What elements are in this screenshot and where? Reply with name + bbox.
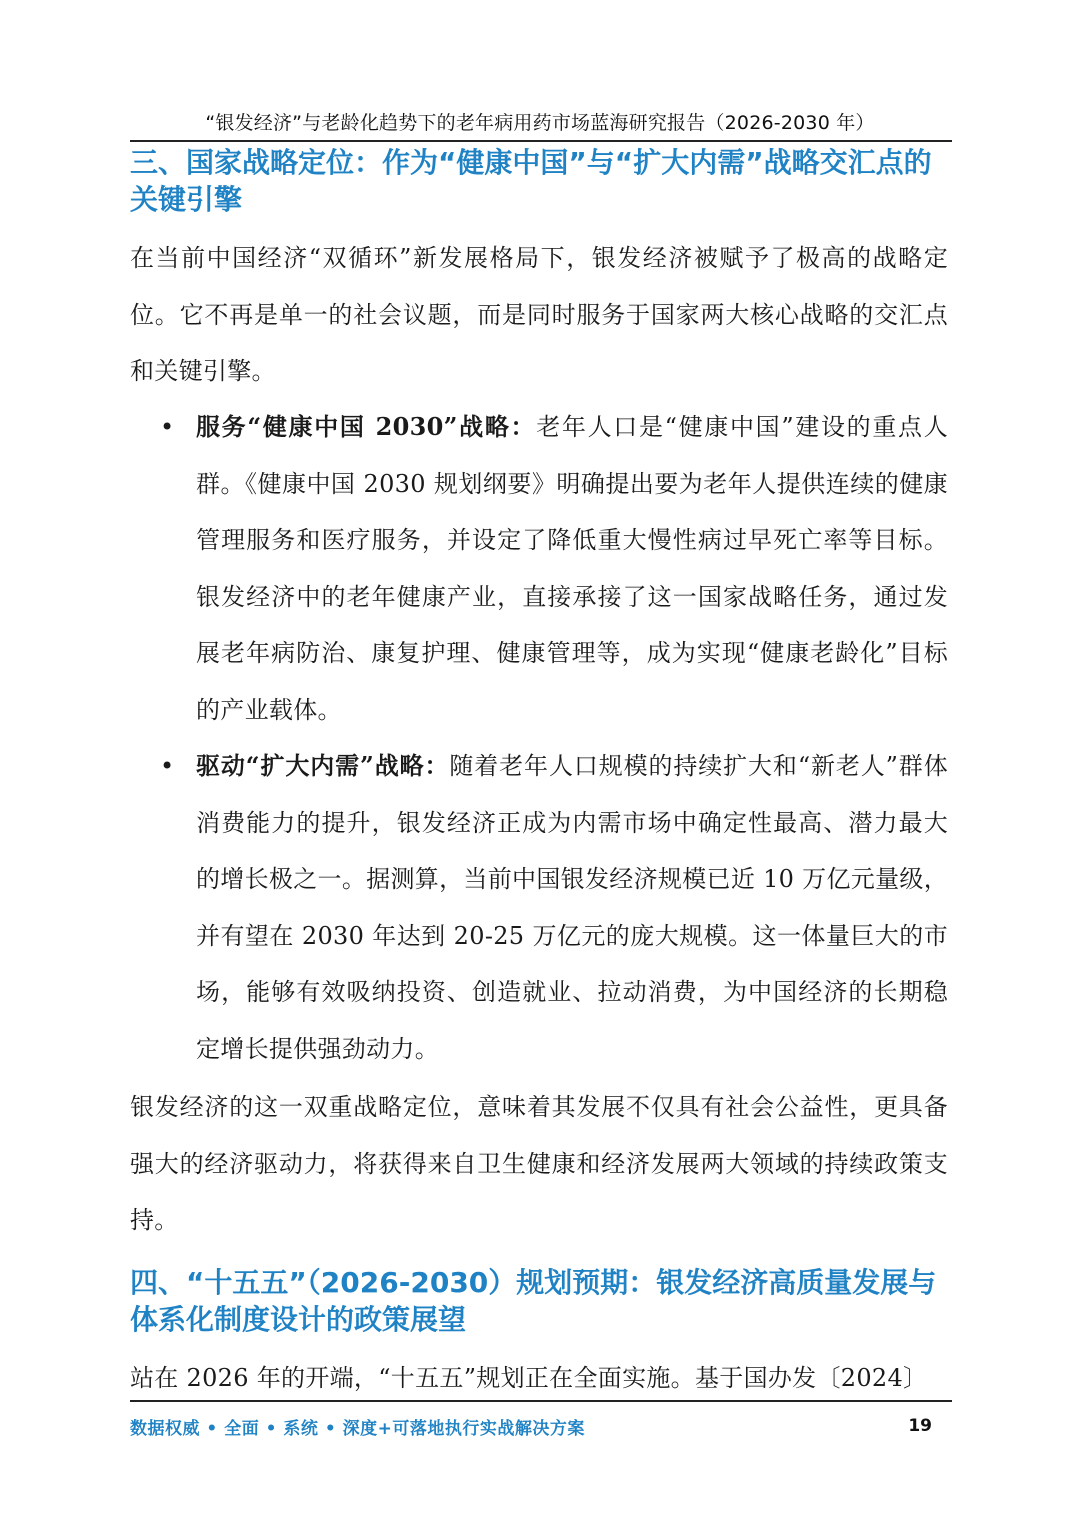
bullet-dot: • xyxy=(160,413,175,441)
bullet-dot: • xyxy=(160,752,175,780)
bullet-item-health-china xyxy=(130,399,948,738)
footer-tagline: 数据权威 • 全面 • 系统 • 深度+可落地执行实战解决方案 xyxy=(130,1419,585,1439)
strategy-bullet-list xyxy=(130,399,948,1077)
section-4-heading: 四、“十五五”（2026-2030）规划预期：银发经济高质量发展与体系化制度设计的政策展望 xyxy=(130,1266,937,1336)
bullet-title: 驱动“扩大内需”战略： xyxy=(196,751,450,780)
bullet-text: 随着老年人口规模的持续扩大和“新老人”群体消费能力的提升，银发经济正成为内需市场中确定性最高、潜力最大的增长极之一。据测算，当前中国银发经济规模已近 10 万亿元量级，并有望在 2030 年达到 20-25 万亿元的庞大规模。这一体量巨大的市场，能够有效吸纳投资、创造就业、拉动消费，为中国经济的长期稳定增长提供强劲动力。 xyxy=(196,752,948,1063)
footer-rule xyxy=(130,1400,952,1402)
section-3-heading: 三、国家战略定位：作为“健康中国”与“扩大内需”战略交汇点的关键引擎 xyxy=(130,146,932,216)
bullet-title: 服务“健康中国 2030”战略： xyxy=(196,412,537,441)
section-4-intro-paragraph: 站在 2026 年的开端，“十五五”规划正在全面实施。基于国办发〔2024〕 xyxy=(130,1364,928,1392)
running-header: “银发经济”与老龄化趋势下的老年病用药市场蓝海研究报告（2026-2030 年） xyxy=(205,112,875,134)
bullet-item-domestic-demand xyxy=(130,738,948,1077)
section-3-summary-paragraph: 银发经济的这一双重战略定位，意味着其发展不仅具有社会公益性，更具备强大的经济驱动力，将获得来自卫生健康和经济发展两大领域的持续政策支持。 xyxy=(130,1093,948,1234)
page-number: 19 xyxy=(908,1416,932,1436)
header-rule xyxy=(130,140,952,142)
bullet-text: 老年人口是“健康中国”建设的重点人群。《健康中国 2030 规划纲要》明确提出要为老年人提供连续的健康管理服务和医疗服务，并设定了降低重大慢性病过早死亡率等目标。银发经济中的老年健康产业，直接承接了这一国家战略任务，通过发展老年病防治、康复护理、健康管理等，成为实现“健康老龄化”目标的产业载体。 xyxy=(196,413,949,724)
section-3-intro-paragraph: 在当前中国经济“双循环”新发展格局下，银发经济被赋予了极高的战略定位。它不再是单一的社会议题，而是同时服务于国家两大核心战略的交汇点和关键引擎。 xyxy=(130,244,948,385)
